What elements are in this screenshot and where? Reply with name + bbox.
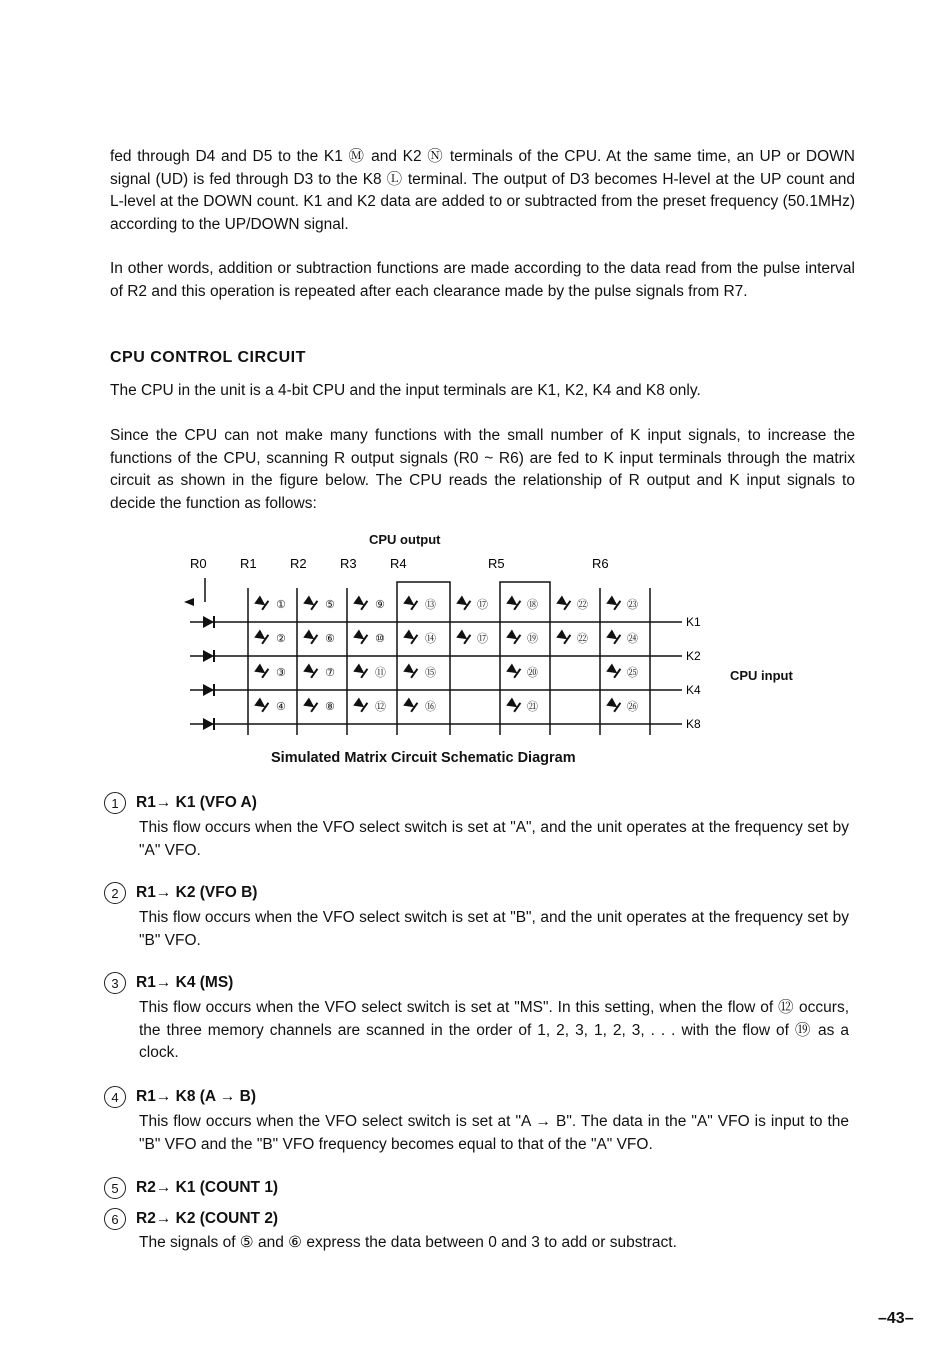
item-6-heading [104,1208,278,1230]
k-label: K8 [686,717,701,731]
item-number: 4 [104,1086,126,1108]
r-labels [190,556,609,571]
item-4-heading [104,1086,256,1108]
matrix-circuit-diagram [170,550,730,745]
r-label: R5 [488,556,505,571]
diode-label: ㉑ [527,701,538,713]
item-number: 6 [104,1208,126,1230]
diode-label: ⑰ [477,633,488,645]
section-heading: CPU CONTROL CIRCUIT [110,349,306,366]
diode-label: ⑮ [425,667,436,679]
diode-label: ⑩ [375,633,385,645]
diode-label: ⑨ [375,599,385,611]
page-number: –43– [878,1310,914,1327]
diode-label: ㉖ [627,701,638,713]
section-paragraph-1: The CPU in the unit is a 4-bit CPU and the input terminals are K1, K2, K4 and K8 only. [110,382,701,399]
item-number: 3 [104,972,126,994]
item-2-heading [104,882,257,904]
item-number: 5 [104,1177,126,1199]
diode-label: ⑳ [527,667,538,679]
item-title: R2→ K1 (COUNT 1) [136,1179,279,1197]
diode-label: ④ [276,701,286,713]
item-title: R1→ K1 (VFO A) [136,794,257,812]
intro-paragraph-2: In other words, addition or subtraction functions are made according to the data read from the pulse interval of R2 and this operation is repeated after each clearance made by the pulse signals from R7. [110,260,855,300]
diode-label: ⑭ [425,633,436,645]
diode-label: ⑧ [325,701,335,713]
diode-label: ① [276,599,286,611]
diode-label: ㉔ [627,633,638,645]
diode-label: ㉕ [627,667,638,679]
item-1-heading [104,792,257,814]
diode-label: ㉒ [577,633,588,645]
k-label: K2 [686,649,701,663]
diode-label: ③ [276,667,286,679]
item-number: 2 [104,882,126,904]
r-label: R2 [290,556,307,571]
cpu-output-label: CPU output [369,532,441,547]
cpu-input-label: CPU input [730,668,793,683]
k-label: K4 [686,683,701,697]
diode-label: ⑥ [325,633,335,645]
item-2-body: This flow occurs when the VFO select switch is set at "B", and the unit operates at the frequency set by "B" VFO. [139,909,849,949]
diode-label: ⑫ [375,701,386,713]
diode-label: ⑰ [477,599,488,611]
k-label: K1 [686,615,701,629]
diagram-caption: Simulated Matrix Circuit Schematic Diagram [271,750,576,766]
item-title: R1→ K4 (MS) [136,974,234,992]
diode-label: ⑯ [425,701,436,713]
item-title: R1→ K8 (A → B) [136,1088,256,1106]
item-5-heading [104,1177,278,1199]
r-label: R1 [240,556,257,571]
item-6-body: The signals of ⑤ and ⑥ express the data between 0 and 3 to add or substract. [139,1234,677,1251]
diode-label: ㉒ [577,599,588,611]
r-label: R3 [340,556,357,571]
section-paragraph-2: Since the CPU can not make many functions with the small number of K input signals, to increase the functions of the CPU, scanning R output signals (R0 ~ R6) are fed to K input terminals through the matrix circuit as shown in the figure below. The CPU reads the relationship of R output and K input signals to decide the function as follows: [110,427,855,512]
item-1-body: This flow occurs when the VFO select switch is set at "A", and the unit operates at the frequency set by "A" VFO. [139,819,849,859]
diode-label: ⑲ [527,633,538,645]
diode-label: ② [276,633,286,645]
intro-paragraph-1: fed through D4 and D5 to the K1 Ⓜ and K2 Ⓝ terminals of the CPU. At the same time, an UP or DOWN signal (UD) is fed through D3 to the K8 Ⓛ terminal. The output of D3 becomes H-level at the UP count and L-level at the DOWN count. K1 and K2 data are added to or subtracted from the preset frequency (50.1MHz) according to the UP/DOWN signal. [110,148,855,233]
r-label: R4 [390,556,407,571]
diode-label: ⑤ [325,599,335,611]
diode-label: ⑪ [375,667,386,679]
item-title: R1→ K2 (VFO B) [136,884,258,902]
r-label: R0 [190,556,207,571]
item-3-body: This flow occurs when the VFO select switch is set at "MS". In this setting, when the flow of ⑫ occurs, the three memory channels are scanned in the order of 1, 2, 3, 1, 2, 3, . . . with the flow of ⑲ as a clock. [139,999,849,1061]
r-label: R6 [592,556,609,571]
item-4-body: This flow occurs when the VFO select switch is set at "A → B". The data in the "A" VFO is input to the "B" VFO and the "B" VFO frequency becomes equal to that of the "A" VFO. [139,1113,849,1153]
diode-label: ⑦ [325,667,335,679]
diode-label: ⑱ [527,599,538,611]
diode-label: ⑬ [425,599,436,611]
item-number: 1 [104,792,126,814]
diode-label: ㉓ [627,599,638,611]
item-title: R2→ K2 (COUNT 2) [136,1210,279,1228]
item-3-heading [104,972,233,994]
